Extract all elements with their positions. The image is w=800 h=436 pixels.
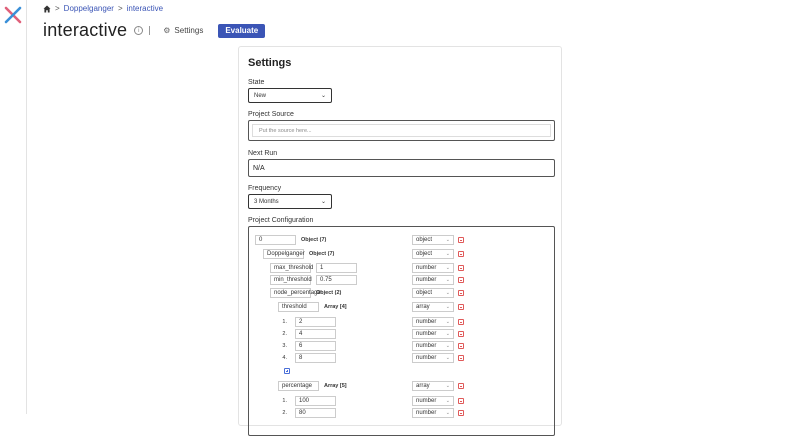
breadcrumb-current[interactable]: interactive [126,4,164,13]
config-type-select[interactable] [412,302,454,312]
config-key-input[interactable]: 0 [255,235,296,245]
settings-link-label: Settings [174,26,204,35]
config-type-select[interactable] [412,396,454,406]
delete-icon[interactable] [458,277,464,283]
settings-link[interactable] [163,26,203,35]
page-title: interactive [43,20,128,40]
config-type-value: number [416,331,437,337]
delete-icon[interactable] [458,265,464,271]
config-value-input[interactable]: 1 [316,263,357,273]
config-type-value: number [416,410,437,416]
config-type-select[interactable] [412,263,454,273]
chevron-down-icon: ⌄ [445,398,450,404]
config-row [249,381,549,391]
delete-icon[interactable] [458,343,464,349]
config-type-select[interactable] [412,249,454,259]
array-index: 1. [282,319,287,325]
settings-panel [238,46,562,426]
next-run-field[interactable]: N/A [248,159,555,177]
config-value-input[interactable]: 2 [295,317,336,327]
chevron-down-icon: ⌄ [445,355,450,361]
config-row [249,235,549,245]
config-row [249,396,549,406]
breadcrumb-separator: > [117,4,123,13]
config-type-value: number [416,343,437,349]
config-row [249,341,549,351]
evaluate-button[interactable]: Evaluate [218,24,265,38]
breadcrumb-project-link[interactable]: Doppelganger [63,4,114,13]
array-index: 1. [282,398,287,404]
delete-icon[interactable] [458,237,464,243]
config-type-value: number [416,319,437,325]
config-type-select[interactable] [412,329,454,339]
config-type-value: array [416,304,430,310]
chevron-down-icon: ⌄ [320,93,326,99]
chevron-down-icon: ⌄ [445,410,450,416]
chevron-down-icon: ⌄ [445,251,450,257]
config-type-info: Object (7) [301,237,327,243]
config-value-input[interactable]: 100 [295,396,336,406]
project-source-label: Project Source [248,111,294,118]
config-row [249,408,549,418]
chevron-down-icon: ⌄ [445,319,450,325]
config-type-value: array [416,383,430,389]
config-row [249,275,549,285]
frequency-label: Frequency [248,185,282,192]
chevron-down-icon: ⌄ [445,331,450,337]
info-icon[interactable]: i [134,26,143,35]
array-index: 3. [282,343,287,349]
state-select-value: New [254,92,267,99]
project-config-editor [248,226,555,436]
home-icon[interactable] [43,5,51,13]
delete-icon[interactable] [458,410,464,416]
config-type-info: Array [4] [324,304,347,310]
config-key-input[interactable]: max_threshold [270,263,311,273]
config-type-select[interactable] [412,275,454,285]
config-row [249,317,549,327]
delete-icon[interactable] [458,355,464,361]
delete-icon[interactable] [458,319,464,325]
project-source-field[interactable] [248,120,555,141]
config-type-select[interactable] [412,353,454,363]
config-type-value: number [416,355,437,361]
gear-icon: ⚙ [163,26,171,35]
config-type-value: number [416,265,437,271]
breadcrumb-separator: > [55,4,60,13]
project-source-input[interactable]: Put the source here... [252,124,551,137]
config-value-input[interactable]: 8 [295,353,336,363]
config-key-input[interactable]: node_percentage [270,288,311,298]
config-type-select[interactable] [412,408,454,418]
sidebar [0,0,27,414]
config-row [249,263,549,273]
config-value-input[interactable]: 80 [295,408,336,418]
config-row [249,329,549,339]
config-value-input[interactable]: 6 [295,341,336,351]
config-row [249,249,549,259]
config-type-select[interactable] [412,381,454,391]
config-type-select[interactable] [412,288,454,298]
delete-icon[interactable] [458,383,464,389]
page-header [43,20,265,41]
delete-icon[interactable] [458,251,464,257]
state-select[interactable] [248,88,332,103]
delete-icon[interactable] [458,398,464,404]
config-value-input[interactable]: 4 [295,329,336,339]
config-key-input[interactable]: Doppelganger [263,249,304,259]
state-label: State [248,79,265,86]
chevron-down-icon: ⌄ [445,237,450,243]
delete-icon[interactable] [458,331,464,337]
project-config-label: Project Configuration [248,217,314,224]
config-key-input[interactable]: threshold [278,302,319,312]
config-key-input[interactable]: min_threshold [270,275,311,285]
config-type-value: number [416,398,437,404]
config-type-value: number [416,277,437,283]
delete-icon[interactable] [458,290,464,296]
chevron-down-icon: ⌄ [320,199,326,205]
delete-icon[interactable] [458,304,464,310]
frequency-select-value: 3 Months [254,198,279,205]
array-index: 4. [282,355,287,361]
array-index: 2. [282,331,287,337]
array-index: 2. [282,410,287,416]
config-type-info: Array [5] [324,383,347,389]
config-type-info: Object (2) [316,290,342,296]
settings-title: Settings [248,57,292,69]
chevron-down-icon: ⌄ [445,383,450,389]
config-row [249,353,549,363]
chevron-down-icon: ⌄ [445,265,450,271]
chevron-down-icon: ⌄ [445,290,450,296]
chevron-down-icon: ⌄ [445,304,450,310]
config-type-select[interactable] [412,235,454,245]
breadcrumb [43,4,163,13]
add-item-icon[interactable] [284,368,290,374]
app-logo[interactable] [4,6,22,24]
config-type-info: Object (7) [309,251,335,257]
config-row [249,288,549,298]
config-type-select[interactable] [412,341,454,351]
chevron-down-icon: ⌄ [445,277,450,283]
config-value-input[interactable]: 0.75 [316,275,357,285]
config-type-value: object [416,237,433,243]
header-divider [149,26,150,35]
config-type-value: object [416,290,433,296]
chevron-down-icon: ⌄ [445,343,450,349]
config-key-input[interactable]: percentage [278,381,319,391]
frequency-select[interactable] [248,194,332,209]
config-type-select[interactable] [412,317,454,327]
config-type-value: object [416,251,433,257]
config-row [249,302,549,312]
next-run-label: Next Run [248,150,278,157]
